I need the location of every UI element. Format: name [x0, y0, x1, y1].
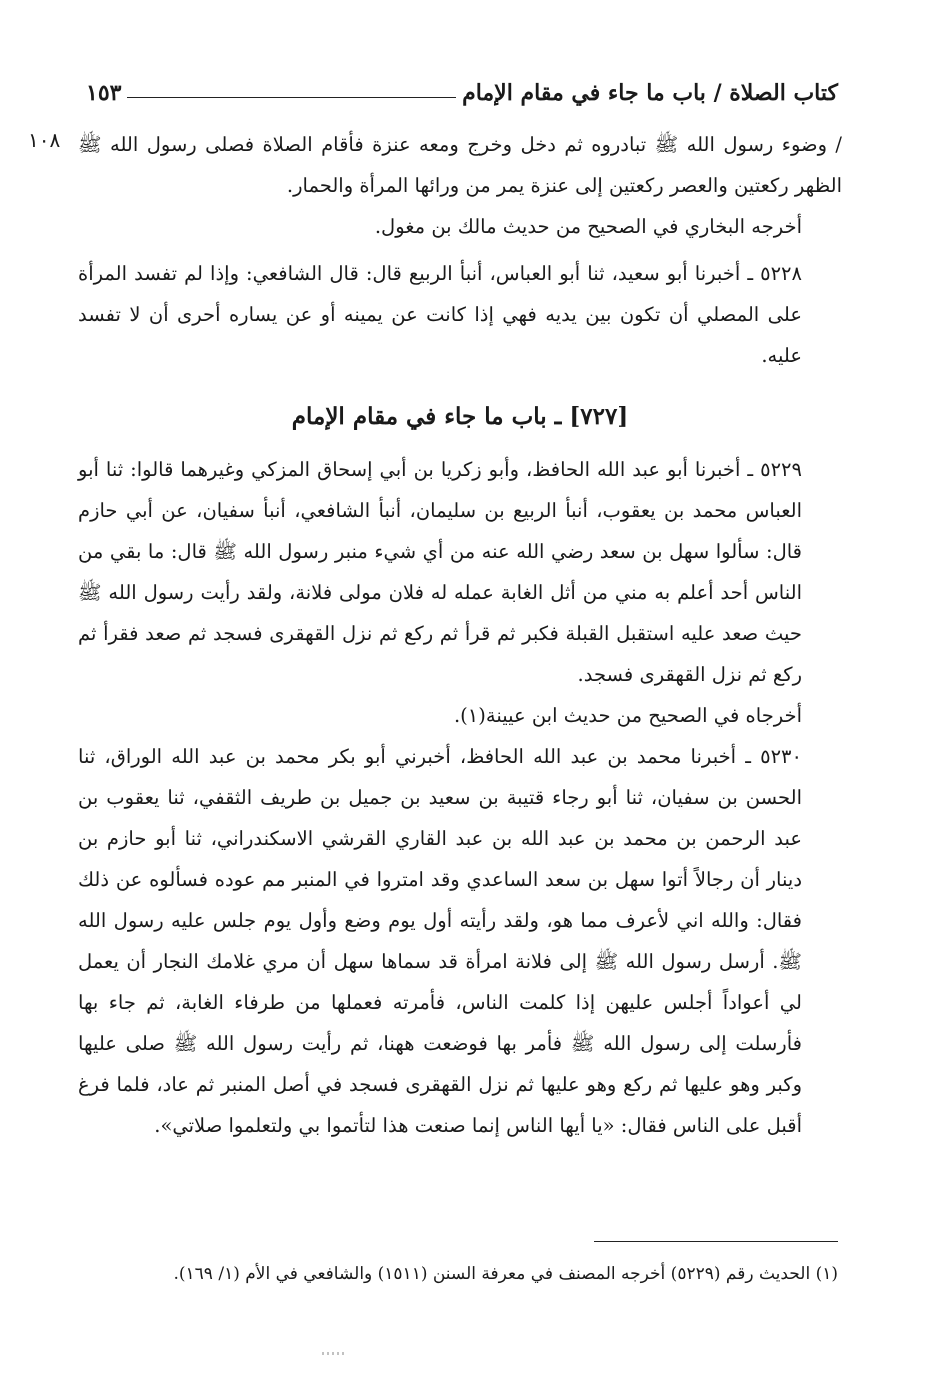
- margin-page-reference: ١٠٨: [28, 128, 61, 152]
- paragraph-takhrij: أخرجه البخاري في الصحيح من حديث مالك بن مغول.: [374, 215, 802, 238]
- page-number: ١٥٣: [86, 80, 122, 106]
- paragraph-hadith-5228: ٥٢٢٨ ـ أخبرنا أبو سعيد، ثنا أبو العباس، أنبأ الربيع قال: قال الشافعي: وإذا لم تفسد المرأة على المصلي أن تكون بين يديه فهي إذا كانت عن يمينه أو عن يساره أحرى أن لا تفسد عليه.: [78, 262, 802, 367]
- chapter-title: [٧٢٧] ـ باب ما جاء في مقام الإمام: [291, 403, 629, 430]
- paragraph-continuation: / وضوء رسول الله ﷺ تبادروه ثم دخل وخرج ومعه عنزة فأقام الصلاة فصلى رسول الله ﷺ الظهر ركعتين والعصر ركعتين إلى عنزة يمر من ورائها المرأة والحمار.: [78, 133, 842, 197]
- footnote: (١) الحديث رقم (٥٢٢٩) أخرجه المصنف في معرفة السنن (١٥١١) والشافعي في الأم (١/ ١٦٩).: [173, 1264, 838, 1284]
- main-text: [78, 124, 842, 1146]
- running-title: كتاب الصلاة / باب ما جاء في مقام الإمام: [462, 80, 838, 106]
- scan-speck: [322, 1352, 344, 1355]
- paragraph-takhrij-2: أخرجاه في الصحيح من حديث ابن عيينة(١).: [453, 704, 802, 727]
- page-header: [86, 68, 838, 108]
- footnote-rule: [594, 1241, 838, 1242]
- paragraph-hadith-5229: ٥٢٢٩ ـ أخبرنا أبو عبد الله الحافظ، وأبو زكريا بن أبي إسحاق المزكي وغيرهما قالوا: ثنا أبو العباس محمد بن يعقوب، أنبأ الربيع بن سليمان، أنبأ الشافعي، أنبأ سفيان، عن أبي حازم قال: سألوا سهل بن سعد رضي الله عنه من أي شيء منبر رسول الله ﷺ قال: ما بقي من الناس أحد أعلم به مني من أثل الغابة عمله له فلان مولى فلانة، ولقد رأيت رسول الله ﷺ حيث صعد عليه استقبل القبلة فكبر ثم قرأ ثم ركع ثم نزل القهقرى فسجد ثم صعد فقرأ ثم ركع ثم نزل القهقرى فسجد.: [78, 458, 802, 686]
- header-rule: [127, 97, 456, 98]
- paragraph-hadith-5230: ٥٢٣٠ ـ أخبرنا محمد بن عبد الله الحافظ، أخبرني أبو بكر محمد بن عبد الله الوراق، ثنا الحسن بن سفيان، ثنا أبو رجاء قتيبة بن سعيد بن جميل بن طريف الثقفي، ثنا يعقوب بن عبد الرحمن بن محمد بن عبد الله بن عبد القاري القرشي الاسكندراني، ثنا أبو حازم بن دينار أن رجالاً أتوا سهل بن سعد الساعدي وقد امتروا في المنبر مم عوده فسألوه عن ذلك فقال: والله اني لأعرف مما هو، ولقد رأيته أول يوم وضع وأول يوم جلس عليه رسول الله ﷺ. أرسل رسول الله ﷺ إلى فلانة امرأة قد سماها سهل أن مري غلامك النجار أن يعمل لي أعواداً أجلس عليهن إذا كلمت الناس، فأمرته فعملها من طرفاء الغابة، ثم جاء بها فأرسلت إلى رسول الله ﷺ فأمر بها فوضعت ههنا، ثم رأيت رسول الله ﷺ صلى عليها وكبر وهو عليها ثم ركع وهو عليها ثم نزل القهقرى فسجد في أصل المنبر ثم عاد، فلما فرغ أقبل على الناس فقال: «يا أيها الناس إنما صنعت هذا لتأتموا بي ولتعلموا صلاتي».: [78, 745, 802, 1137]
